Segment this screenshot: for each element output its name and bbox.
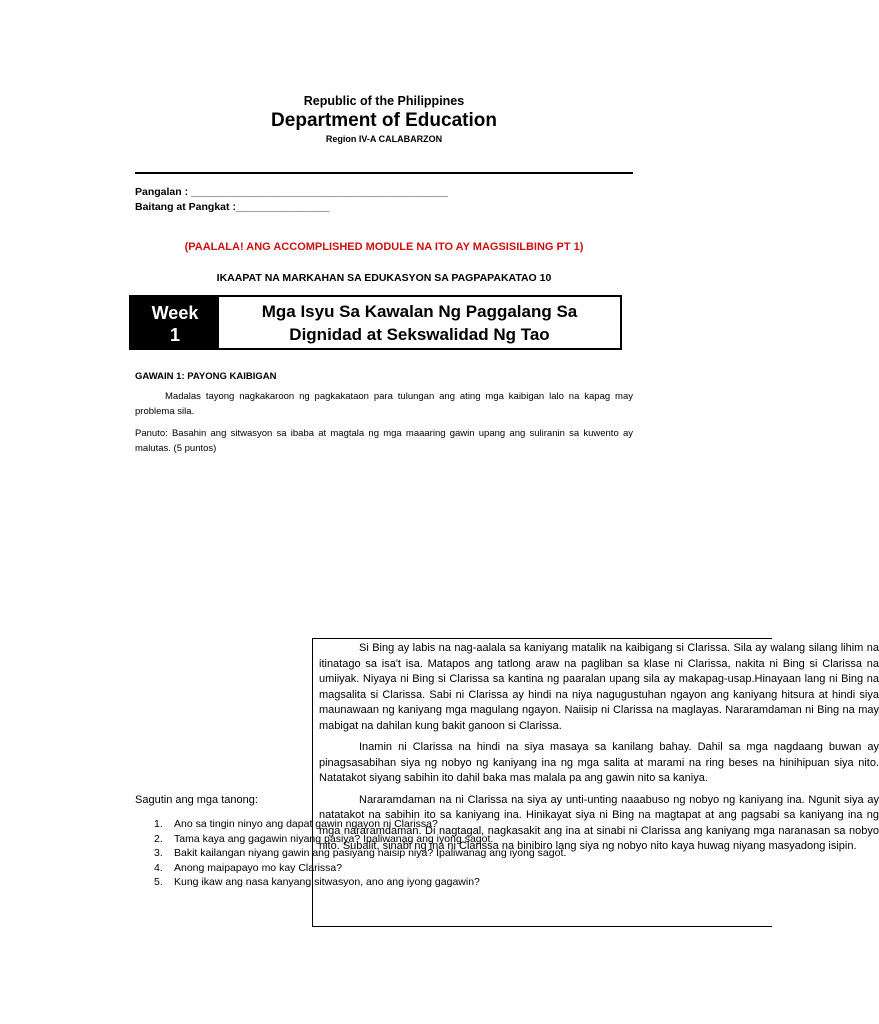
question-text: Tama kaya ang gagawin niyang pasiya? Ipaliwanag ang iyong sagot. [174, 832, 494, 845]
header-region: Region IV-A CALABARZON [325, 134, 443, 144]
question-text: Kung ikaw ang nasa kanyang sitwasyon, ano ang iyong gagawin? [174, 876, 480, 888]
activity-title: GAWAIN 1: PAYONG KAIBIGAN [135, 371, 277, 382]
question-number: 3. [154, 847, 163, 859]
question-item [154, 817, 566, 832]
header-department: Department of Education [271, 110, 497, 131]
notice-text: (PAALALA! ANG ACCOMPLISHED MODULE NA ITO AY MAGSISILBING PT 1) [184, 241, 584, 253]
story-paragraph-3: Nararamdaman na ni Clarissa na siya ay unti-unting naaabuso ng nobyo ng kaniyang ina. Ngunit siya ay natatakot na sabihin ito sa kaniyang ina. Hinikayat siya ni Bing na magtapat at ang pagsabi sa kaniyang ina ng mga nararamdaman. Di nagtagal, nagkasakit ang ina at sinabi ni Clarissa ang kaniyang mga naranasan sa nobyo nito. Subalit, sinabi ng ina ni Clarissa na binibiro lang siya ng nobyo nito kaya huwag niyang masyadong isipin. [319, 793, 879, 852]
question-text: Anong maipapayo mo kay Clarissa? [174, 861, 343, 874]
week-number: 1 [169, 325, 180, 345]
header-divider [135, 172, 633, 174]
question-item [154, 846, 566, 861]
question-text: Ano sa tingin ninyo ang dapat gawin ngayon ni Clarissa? [174, 818, 438, 830]
lesson-title-line1: Mga Isyu Sa Kawalan Ng Paggalang Sa [261, 302, 578, 321]
question-item [154, 861, 566, 876]
name-field[interactable]: Pangalan : ____________________________________________ [135, 186, 448, 198]
question-number: 2. [154, 832, 163, 845]
story-paragraph-1: Si Bing ay labis na nag-aalala sa kaniyang matalik na kaibigang si Clarissa. Sila ay walang silang lihim na itinatago sa isa't isa. Matapos ang tatlong araw na pagliban sa klase ni Clarissa, nakita ni Bing si Clarissa na umiiyak. Niyaya ni Bing si Clarissa sa kantina ng paaralan upang sila ay makapag-usap.Hinayaan lang ni Bing na magsalita si Clarissa. Sabi ni Clarissa ay hindi na niya nagugustuhan ngayon ang kaniyang hitsura at hindi siya maunawaan ng kaniyang mga magulang ngayon. Naiisip ni Clarissa na maglayas. Nararamdaman ni Bing na may mabigat na dahilan kung bakit ganoon si Clarissa. [319, 642, 879, 732]
question-number: 5. [154, 876, 163, 888]
question-text: Bakit kailangan niyang gawin ang pasiyang naisip niya? Ipaliwanag ang iyong sagot. [174, 847, 567, 859]
story-paragraph-2: Inamin ni Clarissa na hindi na siya masaya sa kanilang bahay. Dahil sa mga nagdaang buwan ay pinagsasabihan siya ng nobyo ng kaniyang ina ng mga salita at marami na ring beses na hinihipuan siya nito. Natatakot siyang sabihin ito dahil baka mas malala pa ang gawin nito sa kaniya. [319, 741, 879, 784]
week-label-box [131, 297, 219, 348]
grade-section-field[interactable]: Baitang at Pangkat :________________ [135, 201, 330, 213]
questions-list [154, 817, 566, 890]
questions-heading: Sagutin ang mga tanong: [135, 794, 258, 806]
activity-instructions: Panuto: Basahin ang sitwasyon sa ibaba at magtala ng mga maaaring gawin upang ang suliranin sa kuwento ay malutas. (5 puntos) [135, 428, 633, 454]
header-republic: Republic of the Philippines [303, 94, 465, 108]
quarter-title: IKAAPAT NA MARKAHAN SA EDUKASYON SA PAGPAPAKATAO 10 [216, 272, 552, 284]
activity-intro: Madalas tayong nagkakaroon ng pagkakataon para tulungan ang ating mga kaibigan lalo na kapag may problema sila. [135, 391, 633, 417]
question-item [154, 875, 566, 890]
lesson-title [219, 297, 620, 348]
week-label: Week [151, 303, 199, 323]
lesson-title-line2: Dignidad at Sekswalidad Ng Tao [289, 325, 550, 344]
question-number: 4. [154, 861, 163, 874]
question-item [154, 832, 566, 847]
week-banner [129, 295, 622, 350]
question-number: 1. [154, 818, 163, 830]
